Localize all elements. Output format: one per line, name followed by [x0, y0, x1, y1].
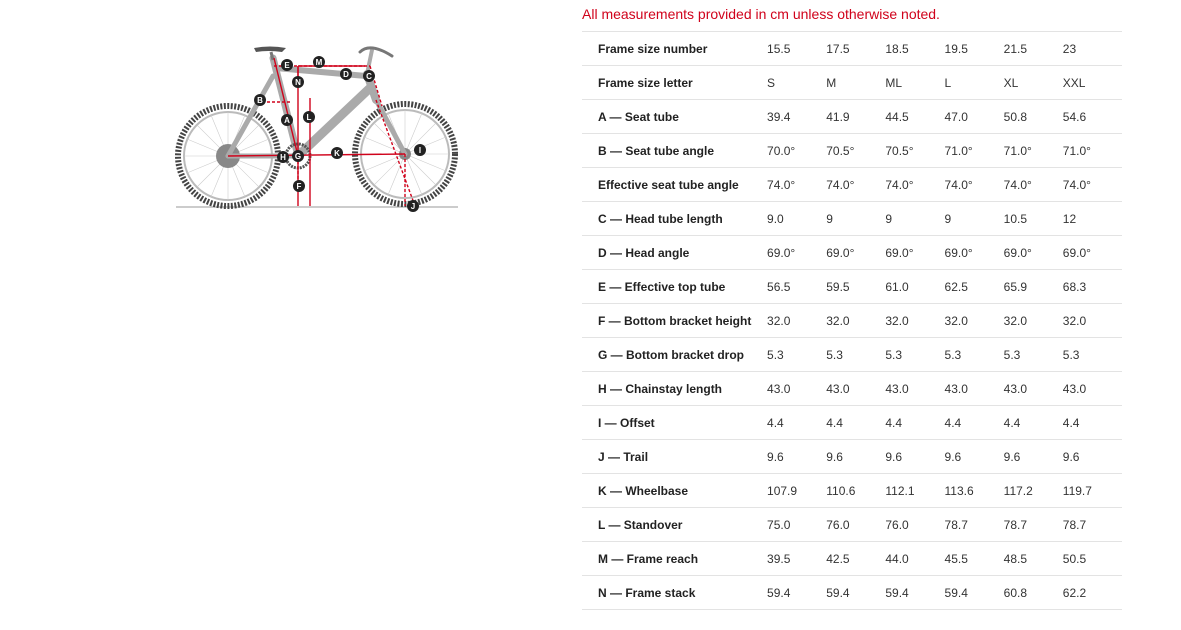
table-cell: 23	[1062, 41, 1077, 56]
table-row	[582, 338, 1122, 372]
table-cell: 9.6	[944, 449, 962, 464]
table-cell: 4.4	[826, 415, 843, 430]
table-cell: 75.0	[767, 517, 791, 532]
table-cell: 43.0	[767, 381, 791, 396]
table-row	[582, 508, 1122, 542]
row-label: K — Wheelbase	[598, 483, 689, 498]
table-cell: 112.1	[885, 483, 915, 498]
table-row	[582, 474, 1122, 508]
table-cell: 43.0	[826, 381, 850, 396]
table-cell: 43.0	[885, 381, 909, 396]
svg-text:M: M	[315, 58, 323, 67]
table-cell: 5.3	[1062, 347, 1080, 362]
table-cell: 74.0°	[1062, 177, 1091, 192]
saddle	[254, 47, 286, 53]
table-cell: 32.0	[826, 313, 850, 328]
table-cell: 71.0°	[944, 143, 973, 158]
table-cell: 70.0°	[767, 143, 796, 158]
table-cell: 69.0°	[885, 245, 914, 260]
table-row	[582, 542, 1122, 576]
table-cell: 32.0	[767, 313, 791, 328]
table-cell: 4.4	[1062, 415, 1080, 430]
table-cell: 9	[944, 211, 952, 226]
table-cell: 9.6	[885, 449, 903, 464]
table-cell: 74.0°	[767, 177, 796, 192]
table-cell: 74.0°	[826, 177, 855, 192]
table-cell: 65.9	[1003, 279, 1028, 294]
table-cell: 59.4	[885, 585, 909, 600]
table-cell: 50.5	[1062, 551, 1087, 566]
label-L	[303, 111, 315, 123]
table-cell: 43.0	[944, 381, 968, 396]
label-E	[281, 59, 293, 71]
table-cell: 4.4	[885, 415, 903, 430]
table-cell: M	[826, 75, 837, 90]
table-cell: 68.3	[1062, 279, 1087, 294]
row-label: F — Bottom bracket height	[598, 313, 752, 328]
table-cell: 45.5	[944, 551, 968, 566]
svg-text:F: F	[296, 182, 302, 191]
table-cell: 117.2	[1003, 483, 1033, 498]
table-cell: 5.3	[826, 347, 843, 362]
table-cell: 32.0	[1003, 313, 1028, 328]
row-label: J — Trail	[598, 449, 649, 464]
label-A	[281, 114, 293, 126]
table-cell: 78.7	[1062, 517, 1087, 532]
row-label: G — Bottom bracket drop	[598, 347, 745, 362]
table-cell: 69.0°	[767, 245, 796, 260]
table-row	[582, 100, 1122, 134]
table-row	[582, 304, 1122, 338]
table-cell: 59.4	[826, 585, 850, 600]
row-label: L — Standover	[598, 517, 683, 532]
table-cell: 62.2	[1062, 585, 1087, 600]
table-cell: 60.8	[1003, 585, 1028, 600]
table-cell: 47.0	[944, 109, 968, 124]
table-cell: 62.5	[944, 279, 968, 294]
table-cell: 42.5	[826, 551, 850, 566]
table-cell: 5.3	[767, 347, 784, 362]
table-row	[582, 270, 1122, 304]
table-cell: 9.6	[1062, 449, 1080, 464]
label-N	[292, 76, 304, 88]
table-cell: 59.4	[767, 585, 791, 600]
table-cell: 9	[885, 211, 893, 226]
table-cell: 78.7	[944, 517, 968, 532]
table-cell: 44.0	[885, 551, 909, 566]
label-B	[254, 94, 266, 106]
table-cell: 61.0	[885, 279, 909, 294]
table-cell: 9.6	[1003, 449, 1021, 464]
svg-text:K: K	[334, 149, 340, 158]
table-cell: 54.6	[1062, 109, 1087, 124]
row-label: D — Head angle	[598, 245, 690, 260]
table-row	[582, 372, 1122, 406]
label-G	[292, 150, 304, 162]
table-cell: 76.0	[826, 517, 850, 532]
table-cell: 12	[1062, 211, 1077, 226]
row-label: M — Frame reach	[598, 551, 699, 566]
row-label: N — Frame stack	[598, 585, 696, 600]
table-cell: 69.0°	[826, 245, 855, 260]
table-cell: L	[944, 75, 952, 90]
label-F	[293, 180, 305, 192]
table-cell: 9.0	[767, 211, 784, 226]
svg-text:H: H	[280, 153, 286, 162]
table-cell: 74.0°	[885, 177, 914, 192]
table-cell: 59.5	[826, 279, 850, 294]
svg-text:C: C	[366, 72, 372, 81]
table-row	[582, 168, 1122, 202]
row-label: I — Offset	[598, 415, 655, 430]
table-cell: 4.4	[1003, 415, 1021, 430]
table-row	[582, 134, 1122, 168]
table-row	[582, 32, 1122, 66]
table-cell: 9.6	[767, 449, 784, 464]
table-cell: 15.5	[767, 41, 791, 56]
table-cell: 110.6	[826, 483, 856, 498]
table-row	[582, 576, 1122, 610]
label-I	[414, 144, 426, 156]
row-label: E — Effective top tube	[598, 279, 726, 294]
row-label: Frame size letter	[598, 75, 693, 90]
table-cell: 43.0	[1003, 381, 1028, 396]
table-cell: 107.9	[767, 483, 798, 498]
table-cell: 18.5	[885, 41, 909, 56]
table-cell: 70.5°	[826, 143, 855, 158]
table-cell: 56.5	[767, 279, 791, 294]
table-cell: 10.5	[1003, 211, 1028, 226]
row-label: A — Seat tube	[598, 109, 679, 124]
table-cell: 74.0°	[1003, 177, 1032, 192]
table-row	[582, 236, 1122, 270]
table-cell: XL	[1003, 75, 1019, 90]
svg-text:E: E	[284, 61, 290, 70]
svg-text:A: A	[284, 116, 290, 125]
svg-text:B: B	[257, 96, 263, 105]
table-cell: 43.0	[1062, 381, 1087, 396]
svg-text:I: I	[418, 146, 422, 155]
label-D	[340, 68, 352, 80]
table-cell: XXL	[1062, 75, 1086, 90]
table-cell: 69.0°	[1062, 245, 1091, 260]
table-cell: 4.4	[944, 415, 962, 430]
table-cell: 74.0°	[944, 177, 973, 192]
table-cell: 17.5	[826, 41, 850, 56]
table-cell: 48.5	[1003, 551, 1028, 566]
table-cell: 19.5	[944, 41, 968, 56]
bike-geometry-diagram	[170, 36, 470, 216]
label-H	[277, 151, 289, 163]
table-cell: 5.3	[1003, 347, 1021, 362]
table-cell: 4.4	[767, 415, 784, 430]
table-cell: 5.3	[944, 347, 962, 362]
label-C	[363, 70, 375, 82]
svg-text:G: G	[294, 152, 302, 161]
table-cell: 32.0	[1062, 313, 1087, 328]
table-cell: 32.0	[885, 313, 909, 328]
table-cell: 71.0°	[1003, 143, 1032, 158]
row-label: Frame size number	[598, 41, 708, 56]
table-cell: 41.9	[826, 109, 850, 124]
table-row	[582, 406, 1122, 440]
row-label: B — Seat tube angle	[598, 143, 715, 158]
table-cell: ML	[885, 75, 903, 90]
svg-text:L: L	[306, 113, 312, 122]
geometry-table	[582, 31, 1122, 610]
table-cell: 39.5	[767, 551, 791, 566]
table-cell: S	[767, 75, 776, 90]
label-K	[331, 147, 343, 159]
table-cell: 44.5	[885, 109, 909, 124]
measurement-units-note: All measurements provided in cm unless otherwise noted.	[582, 6, 940, 22]
label-M	[313, 56, 325, 68]
row-label: C — Head tube length	[598, 211, 723, 226]
table-cell: 70.5°	[885, 143, 914, 158]
table-cell: 69.0°	[1003, 245, 1032, 260]
svg-text:N: N	[295, 78, 301, 87]
table-cell: 113.6	[944, 483, 974, 498]
table-cell: 119.7	[1062, 483, 1092, 498]
svg-text:D: D	[343, 70, 349, 79]
table-cell: 32.0	[944, 313, 968, 328]
table-cell: 50.8	[1003, 109, 1028, 124]
table-row	[582, 66, 1122, 100]
row-label: Effective seat tube angle	[598, 177, 739, 192]
table-cell: 39.4	[767, 109, 791, 124]
table-cell: 76.0	[885, 517, 909, 532]
row-label: H — Chainstay length	[598, 381, 723, 396]
table-cell: 9	[826, 211, 833, 226]
table-cell: 59.4	[944, 585, 968, 600]
table-row	[582, 202, 1122, 236]
table-cell: 69.0°	[944, 245, 973, 260]
table-cell: 71.0°	[1062, 143, 1091, 158]
label-J	[407, 200, 419, 212]
table-cell: 21.5	[1003, 41, 1028, 56]
table-row	[582, 440, 1122, 474]
table-cell: 9.6	[826, 449, 843, 464]
svg-text:J: J	[410, 202, 416, 211]
table-cell: 78.7	[1003, 517, 1028, 532]
table-cell: 5.3	[885, 347, 903, 362]
